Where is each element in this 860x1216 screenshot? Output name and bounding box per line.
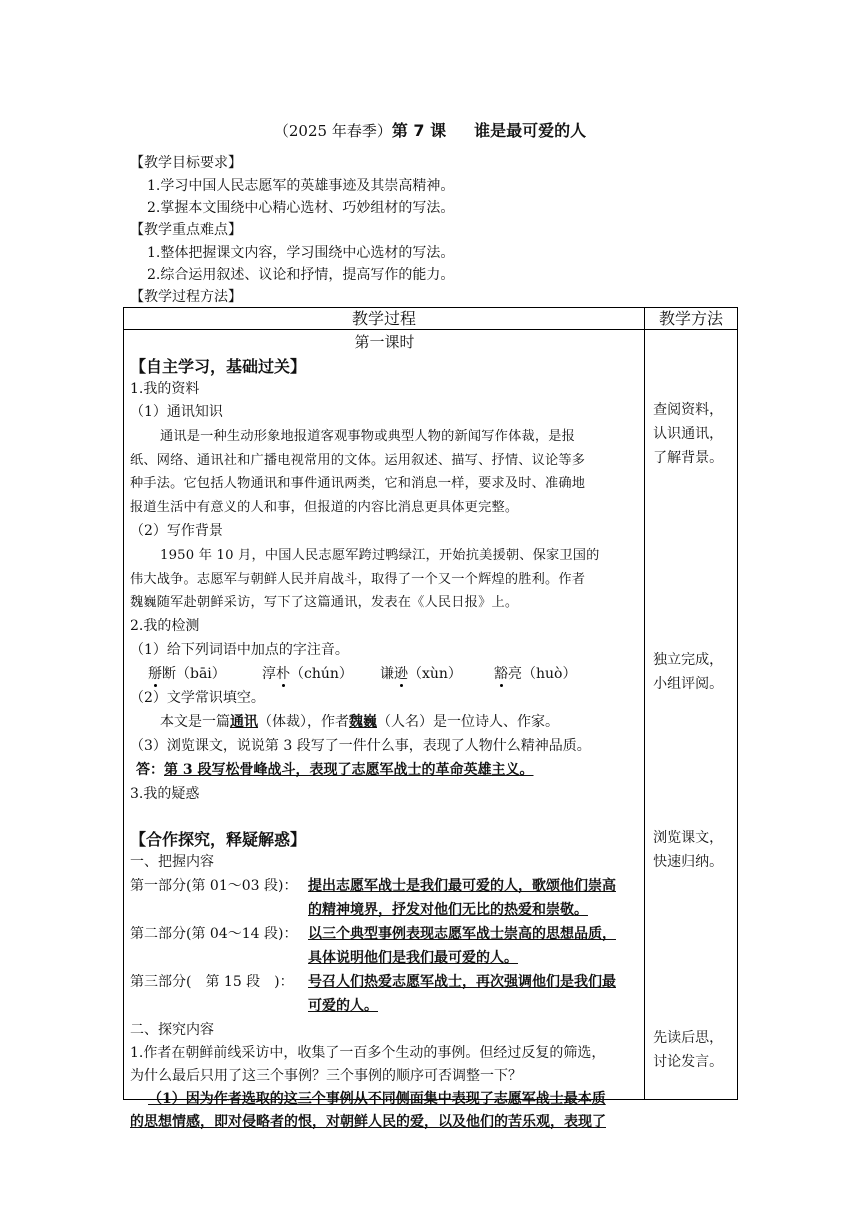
subheading: 二、探究内容 (130, 1022, 214, 1038)
subheading: （2）写作背景 (130, 523, 223, 539)
part-answer: 的精神境界，抒发对他们无比的热爱和崇敬。 (308, 902, 588, 918)
paragraph-line: 种手法。它包括人物通讯和事件通讯两类，它和消息一样，要求及时、准确地 (130, 476, 586, 491)
dotted-char: 掰 (148, 666, 162, 682)
subheading: 2.我的检测 (130, 618, 200, 634)
answer-line: （1）因为作者选取的这三个事例从不同侧面集中表现了志愿军战士最本质 (148, 1091, 606, 1107)
word-pinyin: 掰断（bāi） (148, 666, 226, 682)
part-answer: 以三个典型事例表现志愿军战士崇高的思想品质， (308, 926, 616, 942)
title-lesson: 第 7 课 (391, 121, 447, 140)
goal-item: 1.学习中国人民志愿军的英雄事迹及其崇高精神。 (147, 178, 455, 194)
dotted-char: 朴 (276, 666, 290, 682)
goal-item: 2.掌握本文围绕中心精心选材、巧妙组材的写法。 (147, 200, 455, 216)
key-item: 1.整体把握课文内容，学习围绕中心选材的写法。 (147, 245, 455, 261)
question: 1.作者在朝鲜前线采访中，收集了一百多个生动的事例。但经过反复的筛选， (130, 1045, 606, 1061)
col-header-method: 教学方法 (645, 308, 738, 330)
part-label: 第二部分(第 04～14 段)： (130, 926, 298, 942)
answer-author: 魏巍 (349, 714, 377, 730)
method-note: 浏览课文， 快速归纳。 (653, 830, 724, 870)
dotted-char: 豁 (494, 666, 508, 682)
answer-line: 的思想情感，即对侵略者的恨，对朝鲜人民的爱，以及他们的苦乐观，表现了 (130, 1114, 606, 1130)
word-pinyin: 豁亮（huò） (494, 666, 577, 682)
part-label: 第三部分( 第 15 段 )： (130, 974, 294, 990)
word-pinyin: 淳朴（chún） (262, 666, 353, 682)
title-season: （2025 年春季） (273, 122, 392, 140)
question: 为什么最后只用了这三个事例？三个事例的顺序可否调整一下？ (130, 1068, 522, 1084)
col-header-process: 教学过程 (124, 308, 645, 330)
answer-text: 第 3 段写松骨峰战斗，表现了志愿军战士的革命英雄主义。 (164, 762, 534, 778)
fill-blank: 本文是一篇通讯（体裁），作者魏巍（人名）是一位诗人、作家。 (160, 714, 559, 730)
period-label: 第一课时 (354, 333, 415, 351)
section-heading: 【自主学习，基础过关】 (130, 357, 307, 376)
title-name: 谁是最可爱的人 (474, 121, 587, 140)
question: （3）浏览课文，说说第 3 段写了一件什么事，表现了人物什么精神品质。 (130, 738, 591, 754)
subheading: 1.我的资料 (130, 381, 200, 397)
part-answer: 提出志愿军战士是我们最可爱的人，歌颂他们崇高 (308, 878, 616, 894)
section-heading: 【合作探究，释疑解惑】 (130, 830, 307, 849)
dotted-char: 逊 (394, 666, 408, 682)
question: （1）给下列词语中加点的字注音。 (130, 642, 349, 658)
word-pinyin: 谦逊（xùn） (380, 666, 462, 682)
part-answer: 具体说明他们是我们最可爱的人。 (308, 950, 518, 966)
key-item: 2.综合运用叙述、议论和抒情，提高写作的能力。 (147, 267, 455, 283)
subheading: 3.我的疑惑 (130, 786, 200, 802)
answer-line: 答：第 3 段写松骨峰战斗，表现了志愿军战士的革命英雄主义。 (136, 762, 534, 778)
paragraph-line: 报道生活中有意义的人和事，但报道的内容比消息更具体更完整。 (130, 500, 519, 515)
part-label: 第一部分(第 01～03 段)： (130, 878, 298, 894)
process-cell (124, 330, 645, 1130)
method-note: 独立完成， 小组评阅。 (653, 652, 724, 692)
paragraph-line: 伟大战争。志愿军与朝鲜人民并肩战斗，取得了一个又一个辉煌的胜利。作者 (130, 572, 586, 587)
subheading: 一、把握内容 (130, 854, 214, 870)
part-answer: 号召人们热爱志愿军战士，再次强调他们是我们最 (308, 974, 616, 990)
goals-header: 【教学目标要求】 (130, 155, 242, 171)
paragraph-line: 通讯是一种生动形象地报道客观事物或典型人物的新闻写作体裁，是报 (160, 429, 576, 444)
method-note: 先读后思， 讨论发言。 (653, 1030, 724, 1070)
paragraph-line: 1950 年 10 月，中国人民志愿军跨过鸭绿江，开始抗美援朝、保家卫国的 (160, 548, 600, 563)
process-header: 【教学过程方法】 (130, 289, 242, 305)
answer-genre: 通讯 (230, 714, 258, 730)
method-cell (645, 330, 738, 1100)
page-title (0, 118, 860, 141)
question: （2）文学常识填空。 (130, 690, 265, 706)
subheading: （1）通讯知识 (130, 404, 223, 420)
key-header: 【教学重点难点】 (130, 222, 242, 238)
paragraph-line: 魏巍随军赴朝鲜采访，写下了这篇通讯，发表在《人民日报》上。 (130, 595, 519, 610)
lesson-table (123, 307, 738, 1130)
method-note: 查阅资料， 认识通讯， 了解背景。 (653, 402, 724, 466)
paragraph-line: 纸、网络、通讯社和广播电视常用的文体。运用叙述、描写、抒情、议论等多 (130, 453, 586, 468)
part-answer: 可爱的人。 (308, 998, 378, 1014)
